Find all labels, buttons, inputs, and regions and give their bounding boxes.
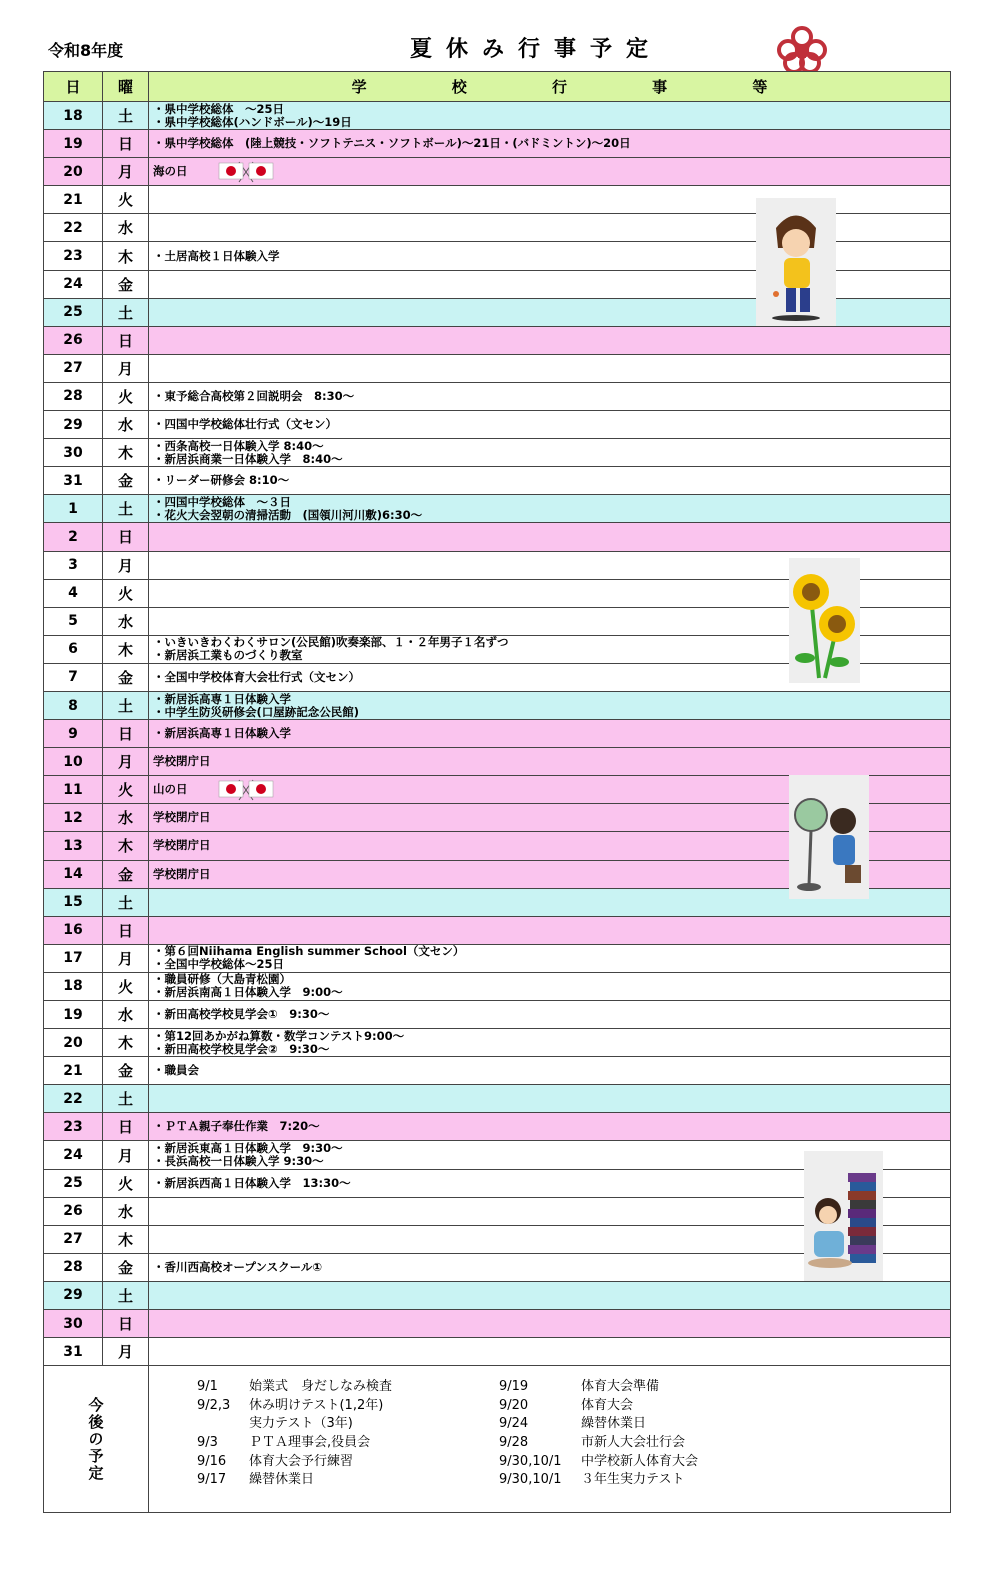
event-cell (149, 972, 951, 1000)
future-plan-date: 9/20 (499, 1397, 529, 1413)
future-plan-item (499, 1453, 698, 1472)
weekday: 土 (103, 888, 149, 916)
day-number: 21 (44, 186, 103, 214)
weekday: 金 (103, 467, 149, 495)
event-text: ・全国中学校体育大会壮行式（文セン） (153, 669, 360, 684)
boy-drawing-illustration (756, 198, 836, 326)
day-number: 24 (44, 1141, 103, 1169)
future-plan-date (197, 1415, 249, 1434)
table-row (44, 972, 951, 1000)
weekday: 土 (103, 495, 149, 523)
day-number: 31 (44, 467, 103, 495)
future-plan-item (197, 1397, 392, 1416)
table-row (44, 1001, 951, 1029)
weekday: 月 (103, 158, 149, 186)
event-text: ・西条高校一日体験入学 8:40～ (153, 438, 324, 453)
event-cell (149, 748, 951, 776)
weekday: 水 (103, 1001, 149, 1029)
table-row (44, 523, 951, 551)
event-text: ・県中学校総体(ハンドボール)～19日 (153, 114, 352, 129)
weekday: 月 (103, 354, 149, 382)
future-plan-text: 中学校新人体育大会 (581, 1453, 699, 1469)
event-cell (149, 916, 951, 944)
event-cell (149, 1281, 951, 1309)
day-number: 29 (44, 1281, 103, 1309)
table-row (44, 1029, 951, 1057)
weekday: 月 (103, 551, 149, 579)
weekday: 金 (103, 1253, 149, 1281)
column-events-char: 校 (451, 78, 467, 96)
future-plan-item (197, 1453, 392, 1472)
day-number: 22 (44, 1085, 103, 1113)
weekday: 月 (103, 748, 149, 776)
future-plans-label-cell (44, 1366, 149, 1513)
event-cell (149, 944, 951, 972)
column-weekday: 曜 (103, 72, 149, 102)
event-cell (149, 1057, 951, 1085)
weekday: 日 (103, 1310, 149, 1338)
future-plan-item (499, 1434, 698, 1453)
future-plan-text: 始業式 身だしなみ検査 (249, 1379, 393, 1395)
table-row (44, 411, 951, 439)
weekday: 金 (103, 663, 149, 691)
day-number: 26 (44, 326, 103, 354)
event-text: ・リーダー研修会 8:10～ (153, 473, 290, 488)
event-cell (149, 354, 951, 382)
event-text: ・四国中学校総体 ～３日 (153, 494, 291, 509)
day-number: 25 (44, 298, 103, 326)
page-title: 夏休み行事予定 (410, 37, 663, 62)
day-number: 14 (44, 860, 103, 888)
day-number: 23 (44, 242, 103, 270)
event-text: 学校閉庁日 (153, 838, 211, 853)
girl-reading-illustration (804, 1151, 883, 1281)
day-number: 27 (44, 354, 103, 382)
weekday: 水 (103, 411, 149, 439)
weekday: 月 (103, 1338, 149, 1366)
weekday: 金 (103, 1057, 149, 1085)
day-number: 28 (44, 382, 103, 410)
weekday: 水 (103, 1197, 149, 1225)
table-row (44, 1310, 951, 1338)
table-row (44, 1085, 951, 1113)
event-text: ・新田高校学校見学会② 9:30～ (153, 1041, 330, 1056)
future-plan-text: 体育大会予行練習 (249, 1453, 354, 1469)
event-cell (149, 523, 951, 551)
event-cell (149, 1113, 951, 1141)
event-text: ・第12回あかがね算数・数学コンテスト9:00～ (153, 1028, 405, 1043)
day-number: 20 (44, 1029, 103, 1057)
table-row (44, 916, 951, 944)
weekday: 木 (103, 1225, 149, 1253)
weekday: 火 (103, 186, 149, 214)
column-events-char: 等 (752, 78, 768, 96)
day-number: 12 (44, 804, 103, 832)
table-row (44, 1113, 951, 1141)
event-cell (149, 102, 951, 130)
day-number: 22 (44, 214, 103, 242)
event-text: ・新居浜工業ものづくり教室 (153, 648, 303, 663)
table-row (44, 720, 951, 748)
event-cell (149, 130, 951, 158)
event-text: ・土居高校１日体験入学 (153, 248, 280, 263)
weekday: 日 (103, 1113, 149, 1141)
weekday: 金 (103, 860, 149, 888)
weekday: 火 (103, 382, 149, 410)
future-plan-date: 9/3 (197, 1435, 218, 1450)
event-cell (149, 1085, 951, 1113)
future-plan-date: 9/16 (197, 1453, 227, 1469)
event-text: 学校閉庁日 (153, 866, 211, 881)
day-number: 18 (44, 102, 103, 130)
table-row (44, 691, 951, 719)
event-text: 海の日 (153, 164, 188, 179)
day-number: 5 (44, 607, 103, 635)
weekday: 火 (103, 776, 149, 804)
event-text: ・職員会 (153, 1063, 199, 1078)
future-plan-text: ＰＴＡ理事会,役員会 (249, 1435, 371, 1450)
column-events-char: 事 (652, 78, 668, 96)
column-events-char: 学 (351, 78, 367, 96)
day-number: 1 (44, 495, 103, 523)
event-cell (149, 691, 951, 719)
future-plan-item (197, 1471, 392, 1490)
table-row (44, 130, 951, 158)
weekday: 土 (103, 102, 149, 130)
day-number: 11 (44, 776, 103, 804)
column-day: 日 (44, 72, 103, 102)
weekday: 火 (103, 972, 149, 1000)
event-text: ・新居浜西高１日体験入学 13:30～ (153, 1175, 351, 1190)
day-number: 27 (44, 1225, 103, 1253)
weekday: 木 (103, 439, 149, 467)
event-cell (149, 1310, 951, 1338)
day-number: 28 (44, 1253, 103, 1281)
event-cell (149, 411, 951, 439)
weekday: 木 (103, 635, 149, 663)
future-plans-row (44, 1366, 951, 1513)
day-number: 30 (44, 439, 103, 467)
future-plan-date: 9/30,10/1 (499, 1472, 562, 1488)
future-plan-date: 9/28 (499, 1435, 529, 1450)
table-row (44, 944, 951, 972)
day-number: 4 (44, 579, 103, 607)
event-cell (149, 495, 951, 523)
table-header-row (44, 72, 951, 102)
weekday: 日 (103, 720, 149, 748)
weekday: 木 (103, 242, 149, 270)
future-plan-text: 休み明けテスト(1,2年) (249, 1397, 384, 1413)
day-number: 8 (44, 691, 103, 719)
weekday: 金 (103, 270, 149, 298)
table-row (44, 158, 951, 186)
future-plan-item (197, 1434, 392, 1453)
table-row (44, 467, 951, 495)
weekday: 木 (103, 832, 149, 860)
future-plan-date: 9/19 (499, 1379, 529, 1395)
event-text: 学校閉庁日 (153, 754, 211, 769)
event-text: ・新居浜東高１日体験入学 9:30～ (153, 1141, 343, 1156)
event-cell (149, 1338, 951, 1366)
fan-boy-illustration (789, 775, 869, 899)
future-plan-date: 9/24 (499, 1416, 529, 1432)
day-number: 15 (44, 888, 103, 916)
event-text: ・第６回Niihama English summer School（文セン） (153, 944, 465, 959)
day-number: 29 (44, 411, 103, 439)
future-plan-text: 市新人大会壮行会 (581, 1435, 686, 1450)
day-number: 19 (44, 130, 103, 158)
weekday: 水 (103, 804, 149, 832)
weekday: 月 (103, 1141, 149, 1169)
future-plan-text: 実力テスト（3年) (249, 1416, 353, 1432)
future-plan-item (499, 1397, 698, 1416)
event-cell (149, 158, 951, 186)
weekday: 水 (103, 607, 149, 635)
future-plan-date: 9/1 (197, 1379, 218, 1395)
day-number: 21 (44, 1057, 103, 1085)
weekday: 土 (103, 1085, 149, 1113)
weekday: 土 (103, 298, 149, 326)
future-plan-text: ３年生実力テスト (581, 1472, 685, 1488)
weekday: 月 (103, 944, 149, 972)
table-row (44, 748, 951, 776)
fiscal-year: 令和8年度 (48, 41, 124, 60)
future-plan-date: 9/30,10/1 (499, 1453, 562, 1469)
table-row (44, 326, 951, 354)
weekday: 日 (103, 916, 149, 944)
future-plans-content (149, 1366, 951, 1513)
table-row (44, 1338, 951, 1366)
event-cell (149, 326, 951, 354)
table-row (44, 495, 951, 523)
day-number: 20 (44, 158, 103, 186)
weekday: 火 (103, 1169, 149, 1197)
day-number: 23 (44, 1113, 103, 1141)
future-plan-text: 繰替休業日 (249, 1472, 315, 1488)
weekday: 木 (103, 1029, 149, 1057)
event-text: ・いきいきわくわくサロン(公民館)吹奏楽部、１・２年男子１名ずつ (153, 635, 509, 650)
future-plans-label: 今後の予定 (86, 1396, 105, 1482)
day-number: 31 (44, 1338, 103, 1366)
day-number: 25 (44, 1169, 103, 1197)
event-text: ・中学生防災研修会(口屋跡記念公民館) (153, 704, 360, 719)
event-text: ・新居浜南高１日体験入学 9:00～ (153, 985, 343, 1000)
table-row (44, 1281, 951, 1309)
event-text: ・全国中学校総体～25日 (153, 957, 285, 972)
future-plan-item (499, 1471, 698, 1490)
event-cell (149, 467, 951, 495)
event-text: ・ＰＴＡ親子奉仕作業 7:20～ (153, 1119, 320, 1134)
event-text: ・新居浜高専１日体験入学 (153, 691, 291, 706)
future-plan-item (499, 1415, 698, 1434)
japan-flag-icon (217, 160, 275, 183)
day-number: 2 (44, 523, 103, 551)
day-number: 17 (44, 944, 103, 972)
day-number: 13 (44, 832, 103, 860)
event-text: ・東予総合高校第２回説明会 8:30～ (153, 388, 355, 403)
day-number: 7 (44, 663, 103, 691)
event-text: ・県中学校総体 ～25日 (153, 101, 285, 116)
event-text: 山の日 (153, 782, 188, 797)
future-plan-item (197, 1415, 392, 1434)
event-text: ・長浜高校一日体験入学 9:30～ (153, 1154, 324, 1169)
event-text: ・四国中学校総体壮行式（文セン） (153, 417, 337, 432)
column-events-char: 行 (551, 78, 567, 96)
day-number: 10 (44, 748, 103, 776)
future-plan-date: 9/17 (197, 1472, 227, 1488)
future-plan-date: 9/2,3 (197, 1397, 231, 1413)
event-cell (149, 1001, 951, 1029)
japan-flag-icon (217, 778, 275, 801)
school-emblem-icon (776, 26, 828, 74)
sunflower-illustration (789, 558, 860, 683)
table-row (44, 439, 951, 467)
day-number: 30 (44, 1310, 103, 1338)
event-text: ・県中学校総体 (陸上競技・ソフトテニス・ソフトボール)～21日・(バドミントン)～20日 (153, 136, 631, 151)
table-row (44, 1057, 951, 1085)
weekday: 土 (103, 1281, 149, 1309)
day-number: 6 (44, 635, 103, 663)
day-number: 19 (44, 1001, 103, 1029)
table-row (44, 382, 951, 410)
day-number: 16 (44, 916, 103, 944)
event-text: ・職員研修（大島青松園） (153, 972, 291, 987)
event-cell (149, 720, 951, 748)
event-cell (149, 1029, 951, 1057)
future-plan-text: 体育大会 (581, 1397, 634, 1413)
event-text: ・花火大会翌朝の清掃活動 (国領川河川敷)6:30～ (153, 507, 423, 522)
weekday: 日 (103, 130, 149, 158)
day-number: 24 (44, 270, 103, 298)
event-text: ・新田高校学校見学会① 9:30～ (153, 1007, 330, 1022)
event-text: ・新居浜高専１日体験入学 (153, 726, 291, 741)
event-cell (149, 382, 951, 410)
future-plan-text: 繰替休業日 (581, 1416, 647, 1432)
column-events (149, 72, 951, 102)
weekday: 日 (103, 326, 149, 354)
future-plan-text: 体育大会準備 (581, 1379, 660, 1395)
table-row (44, 354, 951, 382)
future-plan-item (499, 1378, 698, 1397)
day-number: 3 (44, 551, 103, 579)
day-number: 18 (44, 972, 103, 1000)
day-number: 9 (44, 720, 103, 748)
event-text: 学校閉庁日 (153, 810, 211, 825)
day-number: 26 (44, 1197, 103, 1225)
event-cell (149, 439, 951, 467)
event-text: ・香川西高校オープンスクール① (153, 1259, 323, 1274)
future-plan-item (197, 1378, 392, 1397)
table-row (44, 102, 951, 130)
weekday: 土 (103, 691, 149, 719)
weekday: 火 (103, 579, 149, 607)
weekday: 水 (103, 214, 149, 242)
weekday: 日 (103, 523, 149, 551)
event-text: ・新居浜商業一日体験入学 8:40～ (153, 451, 343, 466)
